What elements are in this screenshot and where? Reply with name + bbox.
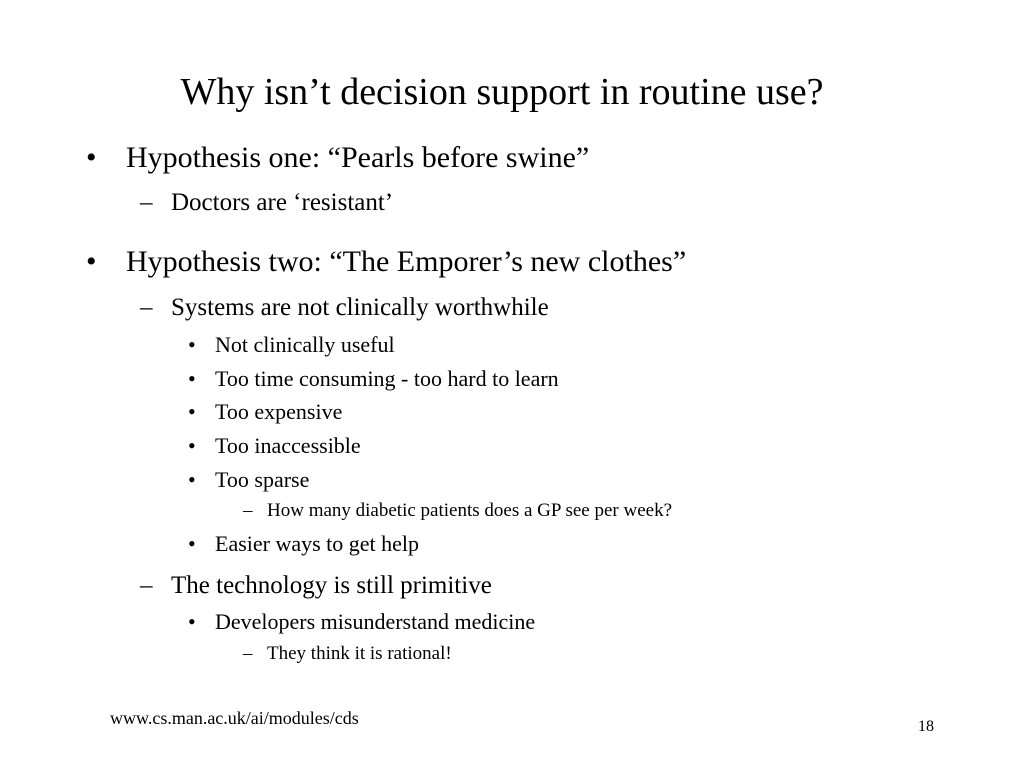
bullet-marker: • [188, 433, 196, 458]
reason-note: How many diabetic patients does a GP see per week? [267, 500, 673, 521]
dash-marker: – [140, 572, 153, 599]
bullet-marker: • [188, 609, 196, 634]
reason-item: Too inaccessible [215, 433, 361, 458]
bullet-marker: • [188, 531, 196, 556]
bullet-marker: • [188, 399, 196, 424]
slide-title: Why isn’t decision support in routine use? [180, 71, 824, 113]
bullet-marker: • [188, 332, 196, 357]
bullet-marker: • [188, 366, 196, 391]
bullet-marker: • [188, 467, 196, 492]
dash-marker: – [140, 189, 153, 216]
hypothesis-two: Hypothesis two: “The Emporer’s new clothes” [126, 245, 687, 278]
reason-item: Too sparse [215, 467, 310, 492]
dash-marker: – [243, 643, 253, 664]
reason-item: Too time consuming - too hard to learn [215, 366, 559, 391]
page-number: 18 [918, 718, 934, 735]
dash-marker: – [140, 294, 153, 321]
reason-note: They think it is rational! [267, 643, 452, 664]
hypothesis-one-point: Doctors are ‘resistant’ [171, 189, 394, 216]
hypothesis-two-point: Systems are not clinically worthwhile [171, 294, 549, 321]
reason-item: Developers misunderstand medicine [215, 609, 536, 634]
reason-item: Not clinically useful [215, 332, 395, 357]
hypothesis-one: Hypothesis one: “Pearls before swine” [126, 141, 590, 174]
footer-url: www.cs.man.ac.uk/ai/modules/cds [110, 708, 359, 728]
bullet-marker: • [86, 245, 97, 278]
bullet-marker: • [86, 141, 97, 174]
reason-item: Easier ways to get help [215, 531, 420, 556]
reason-item: Too expensive [215, 399, 343, 424]
dash-marker: – [243, 500, 253, 521]
hypothesis-two-point: The technology is still primitive [171, 572, 492, 599]
